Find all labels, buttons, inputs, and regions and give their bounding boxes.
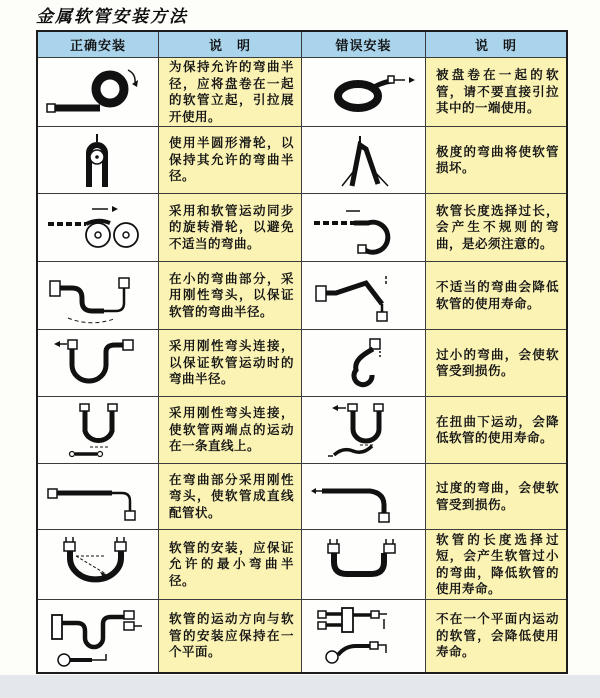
correct-description xyxy=(159,397,301,463)
semicircular-pulley-icon xyxy=(42,131,154,189)
sharp-kink-icon xyxy=(308,131,420,189)
description-text: 不适当的弯曲会降低软管的使用寿命。 xyxy=(436,280,559,311)
correct-illustration-cell xyxy=(38,262,158,329)
page-title: 金属软管安装方法 xyxy=(36,7,188,27)
wrong-illustration-cell xyxy=(302,464,425,529)
description-text: 采用刚性弯头连接，使软管两端点的运动在一条直线上。 xyxy=(169,406,294,454)
correct-illustration-cell xyxy=(38,397,158,463)
correct-description xyxy=(159,262,301,329)
twisted-u-icon xyxy=(308,401,420,459)
description-text: 采用和软管运动同步的旋转滑轮，以避免不适当的弯曲。 xyxy=(169,203,294,251)
description-text: 过小的弯曲，会使软管受到损伤。 xyxy=(436,347,559,378)
correct-illustration-cell xyxy=(38,58,158,126)
correct-illustration-cell xyxy=(38,127,158,193)
description-text: 软管的运动方向与软管的安装应保持在一个平面。 xyxy=(169,612,294,660)
tight-curl-icon xyxy=(308,333,420,393)
sync-rollers-icon xyxy=(42,199,154,257)
description-text: 过度的弯曲，会使软管受到损伤。 xyxy=(436,481,559,512)
correct-illustration-cell xyxy=(38,464,158,529)
correct-illustration-cell xyxy=(38,194,158,261)
page-footer-background xyxy=(0,675,600,698)
improper-bend-icon xyxy=(308,266,420,326)
description-text: 在弯曲部分采用刚性弯头，使软管成直线配管状。 xyxy=(169,472,294,520)
wrong-illustration-cell xyxy=(302,58,425,126)
description-text: 软管长度选择过长，会产生不规则的弯曲，是必须注意的。 xyxy=(436,203,559,251)
correct-description xyxy=(159,600,301,672)
description-text: 软管的长度选择过短，会产生软管过小的弯曲，降低软管的使用寿命。 xyxy=(436,532,559,596)
wrong-illustration-cell xyxy=(302,600,425,672)
wrong-illustration-cell xyxy=(302,530,425,599)
wrong-description xyxy=(426,127,566,193)
correct-illustration-cell xyxy=(38,600,158,672)
wrong-illustration-cell xyxy=(302,330,425,396)
description-text: 使用半圆形滑轮，以保持其允许的弯曲半径。 xyxy=(169,136,294,184)
description-text: 在扭曲下运动，会降低软管的使用寿命。 xyxy=(436,414,559,445)
column-header-correct-description: 说 明 xyxy=(159,32,301,57)
description-text: 被盘卷在一起的软管，请不要直接引拉其中的一端使用。 xyxy=(436,68,559,116)
wrong-description xyxy=(426,600,566,672)
correct-illustration-cell xyxy=(38,530,158,599)
wrong-illustration-cell xyxy=(302,262,425,329)
wrong-description xyxy=(426,58,566,126)
straight-elbow-icon xyxy=(42,469,154,525)
excess-loop-icon xyxy=(308,199,420,257)
wrong-description xyxy=(426,464,566,529)
column-header-correct-install: 正确安装 xyxy=(38,32,158,57)
wrong-description xyxy=(426,194,566,261)
short-hose-u-icon xyxy=(308,534,420,596)
description-text: 为保持允许的弯曲半径，应将盘卷在一起的软管立起，引拉展开使用。 xyxy=(169,60,294,124)
correct-description xyxy=(159,58,301,126)
flat-coil-pull-icon xyxy=(308,62,420,122)
non-planar-hoses-icon xyxy=(308,603,420,669)
correct-illustration-cell xyxy=(38,330,158,396)
correct-description xyxy=(159,464,301,529)
description-text: 软管的安装，应保证允许的最小弯曲半径。 xyxy=(169,540,294,588)
column-header-wrong-description: 说 明 xyxy=(426,32,566,57)
wrong-description xyxy=(426,330,566,396)
installation-methods-table xyxy=(36,30,568,674)
description-text: 在小的弯曲部分，采用刚性弯头，以保证软管的弯曲半径。 xyxy=(169,271,294,319)
description-text: 极度的弯曲将使软管损坏。 xyxy=(436,144,559,175)
correct-description xyxy=(159,330,301,396)
wrong-illustration-cell xyxy=(302,397,425,463)
correct-description xyxy=(159,127,301,193)
description-text: 采用刚性弯头连接，以保证软管运动时的弯曲半径。 xyxy=(169,339,294,387)
overbent-hose-icon xyxy=(308,469,420,525)
rigid-elbow-s-curve-icon xyxy=(42,266,154,326)
upright-coil-icon xyxy=(42,62,154,122)
elbow-u-hang-icon xyxy=(42,333,154,393)
aligned-u-icon xyxy=(42,401,154,459)
wrong-description xyxy=(426,530,566,599)
planar-trap-icon xyxy=(42,603,154,669)
correct-description xyxy=(159,530,301,599)
wrong-illustration-cell xyxy=(302,127,425,193)
description-text: 不在一个平面内运动的软管，会降低使用寿命。 xyxy=(436,612,559,660)
correct-description xyxy=(159,194,301,261)
column-header-wrong-install: 错误安装 xyxy=(302,32,425,57)
wrong-description xyxy=(426,262,566,329)
wrong-illustration-cell xyxy=(302,194,425,261)
wrong-description xyxy=(426,397,566,463)
min-radius-u-icon xyxy=(42,534,154,596)
